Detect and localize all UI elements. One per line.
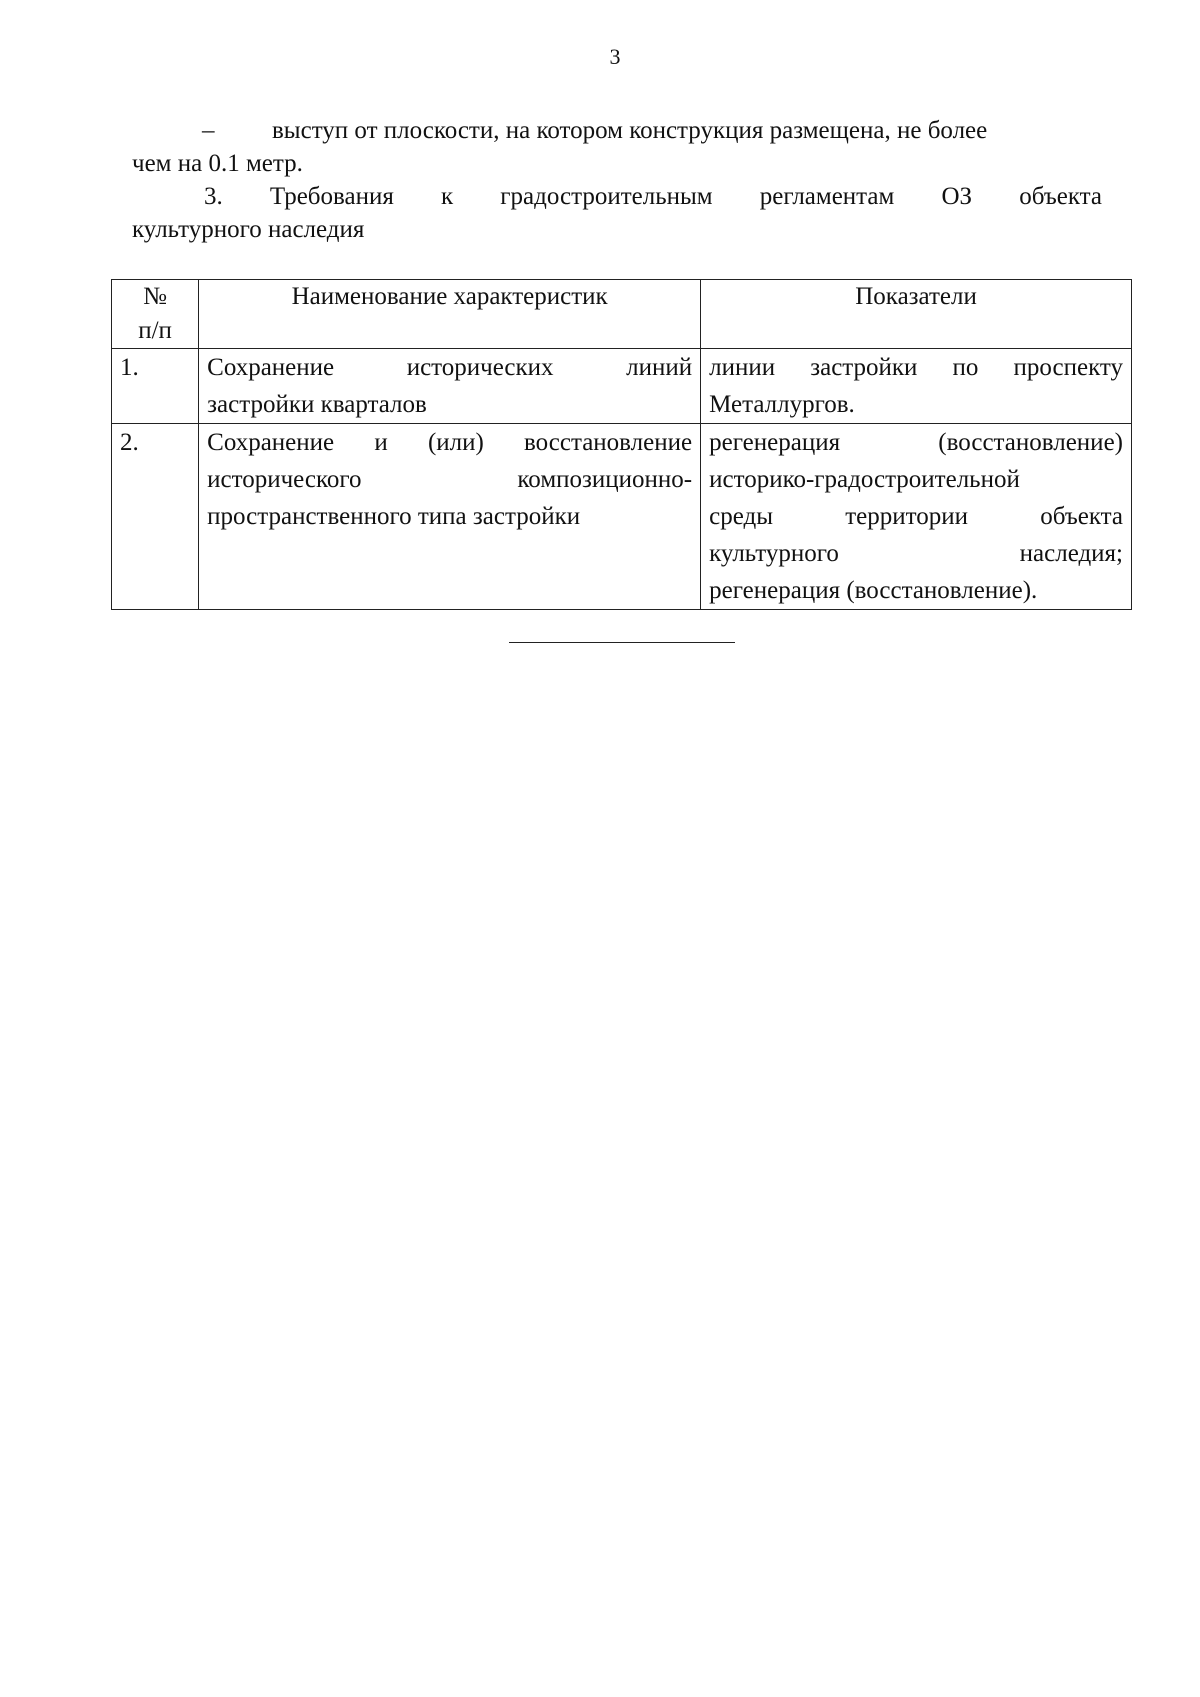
paragraph-ledge-line1 (132, 114, 1102, 147)
word: территории (845, 503, 968, 530)
paragraph-ledge-text2: чем на 0.1 метр. (132, 150, 303, 177)
header-indicators: Показатели (701, 280, 1132, 349)
paragraph-requirements-line2: культурного наследия (132, 216, 365, 243)
paragraph-requirements (132, 180, 1102, 246)
word: объекта (1040, 503, 1123, 530)
word: (или) (427, 429, 484, 456)
row-indicators (701, 424, 1132, 610)
word: и (374, 429, 388, 456)
text-line (207, 424, 692, 461)
page-number: 3 (609, 44, 621, 69)
paragraph-word: ОЗ (941, 183, 973, 210)
text-line (709, 535, 1123, 572)
table-row (112, 424, 1132, 610)
word: наследия; (1019, 540, 1123, 567)
word: проспекту (1013, 354, 1123, 381)
word: композиционно- (517, 466, 693, 493)
text-line: застройки кварталов (207, 391, 427, 418)
paragraph-word: Требования (269, 183, 394, 210)
word: застройки (810, 354, 918, 381)
paragraph-requirements-line1 (132, 180, 1102, 213)
paragraph-word: объекта (1019, 183, 1102, 210)
text-line (207, 461, 692, 498)
paragraph-word: регламентам (759, 183, 895, 210)
text-line: пространственного типа застройки (207, 503, 581, 530)
text-line (709, 349, 1123, 386)
word: линий (626, 354, 693, 381)
header-num-symbol: № (143, 283, 167, 310)
row-indicators (701, 349, 1132, 424)
row-number: 1. (112, 349, 199, 424)
word: культурного (709, 540, 839, 567)
word: (восстановление) (938, 429, 1123, 456)
text-line: Металлургов. (709, 391, 855, 418)
paragraph-word: к (441, 183, 454, 210)
text-line (709, 498, 1123, 535)
header-num-label: п/п (138, 317, 172, 344)
word: по (952, 354, 979, 381)
word: Сохранение (207, 429, 335, 456)
header-num (112, 280, 199, 349)
text-line: историко-градостроительной (709, 466, 1020, 493)
header-name: Наименование характеристик (199, 280, 701, 349)
text-line: регенерация (восстановление). (709, 577, 1038, 604)
table-header-row (112, 280, 1132, 349)
word: среды (709, 503, 774, 530)
paragraph-ledge-text1: выступ от плоскости, на котором конструкция размещена, не более (272, 117, 988, 144)
row-name (199, 424, 701, 610)
word: исторических (406, 354, 554, 381)
paragraph-word: градостроительным (500, 183, 713, 210)
row-number: 2. (112, 424, 199, 610)
row-name (199, 349, 701, 424)
end-rule (509, 642, 735, 643)
word: линии (709, 354, 776, 381)
requirements-table (111, 279, 1132, 610)
word: Сохранение (207, 354, 335, 381)
text-line (207, 349, 692, 386)
table-row (112, 349, 1132, 424)
word: исторического (207, 466, 362, 493)
list-dash: – (202, 117, 215, 144)
word: регенерация (709, 429, 841, 456)
word: восстановление (524, 429, 693, 456)
paragraph-number: 3. (204, 183, 223, 210)
paragraph-ledge (132, 114, 1102, 180)
text-line (709, 424, 1123, 461)
